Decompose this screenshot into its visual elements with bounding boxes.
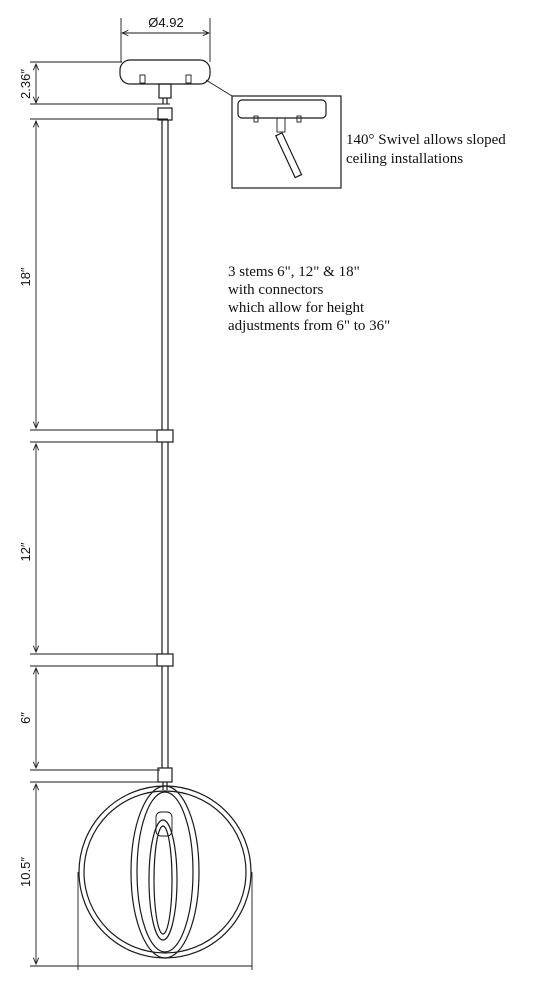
swivel-detail [206, 80, 341, 188]
stem-12-label: 12″ [18, 542, 33, 562]
sphere-fixture [79, 786, 251, 958]
stem-12-dimension [18, 444, 36, 652]
canopy-diameter-label: Ø4.92 [148, 15, 184, 30]
swivel-note-line1: 140° Swivel allows sloped [346, 132, 506, 148]
canopy-height-label: 2.36″ [18, 69, 33, 99]
fixture-height-dimension [18, 784, 36, 964]
stem-18-label: 18″ [18, 267, 33, 287]
canopy [120, 60, 210, 104]
stem-6-dimension [18, 668, 36, 768]
stems-note [228, 264, 390, 334]
fixture-height-label: 10.5″ [18, 857, 33, 887]
stem-assembly [157, 108, 173, 790]
stems-note-line4: adjustments from 6" to 36" [228, 318, 391, 334]
canopy-height-dimension [18, 64, 36, 103]
stems-note-line1: 3 stems 6", 12" & 18" [228, 264, 360, 280]
canopy-width-dimension [121, 15, 210, 62]
swivel-note-line2: ceiling installations [346, 151, 464, 167]
stems-note-line3: which allow for height [228, 300, 365, 316]
stems-note-line2: with connectors [228, 282, 324, 298]
stem-18-dimension [18, 121, 36, 428]
swivel-note [346, 132, 506, 167]
stem-6-label: 6″ [18, 712, 33, 724]
